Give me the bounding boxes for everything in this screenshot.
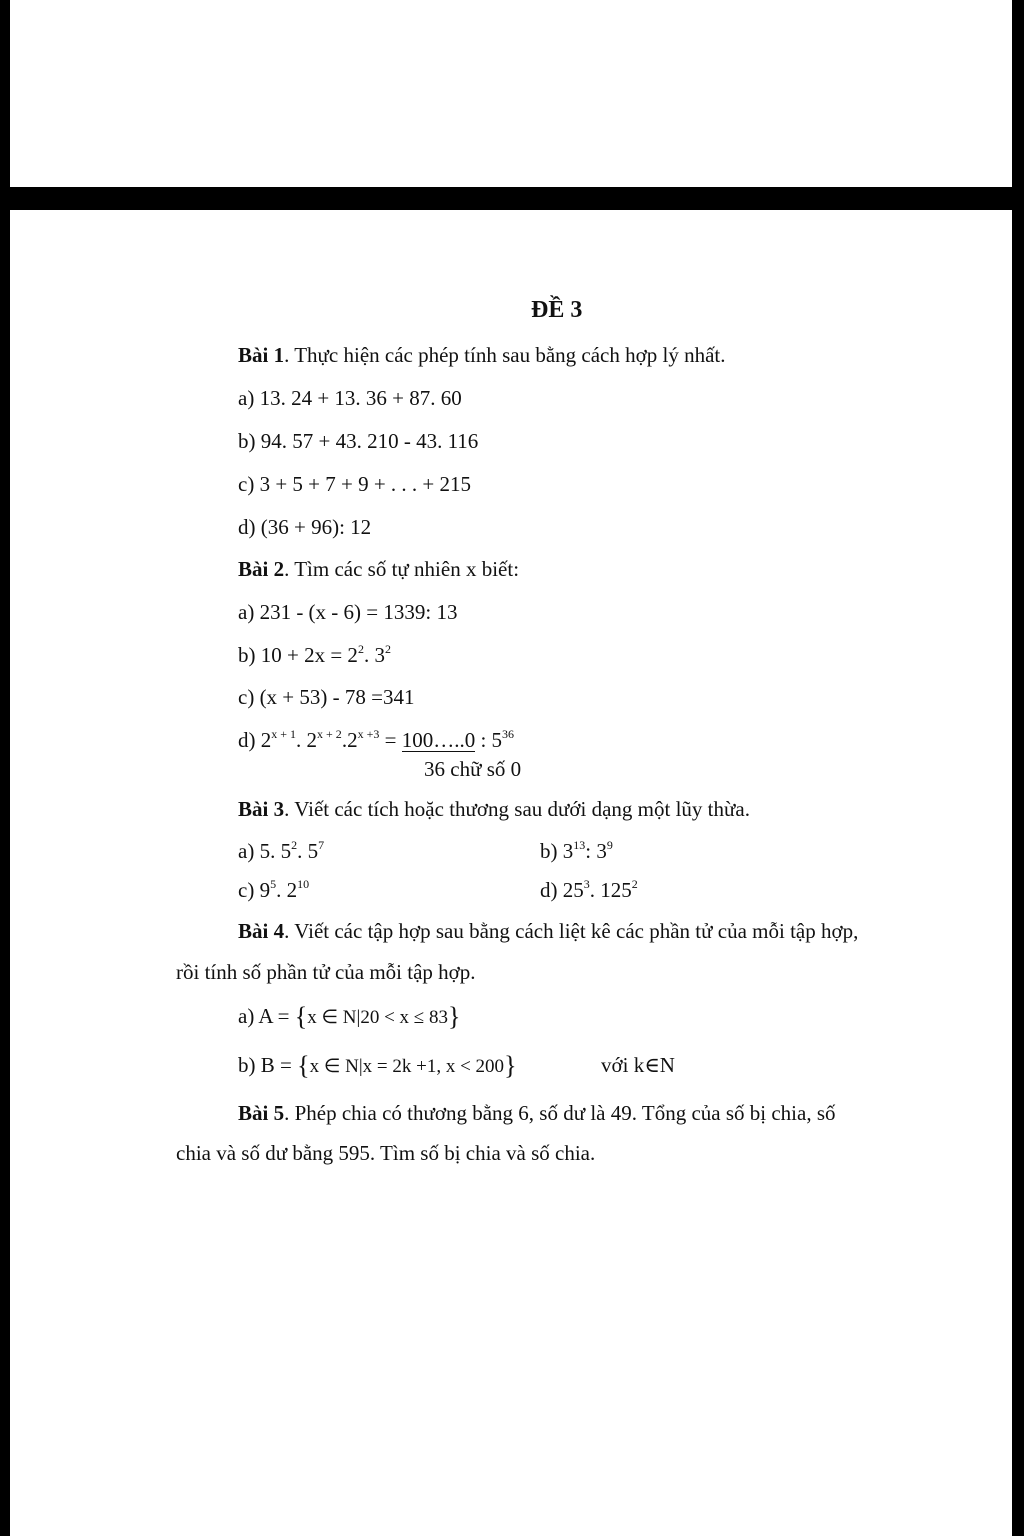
document-page	[10, 210, 1012, 1536]
bai1-item-b: b) 94. 57 + 43. 210 - 43. 116	[238, 429, 479, 453]
bai4-heading	[238, 918, 858, 944]
bai2-item-b: b) $10 + 2x = 2^2$. $3^2$	[238, 642, 391, 667]
fraction-numerator: 100…..0	[401, 728, 476, 752]
bai3-heading	[238, 796, 750, 822]
set-b: x ∈ N|x = 2k +1, x < 200	[309, 1056, 505, 1077]
bai4-item-b: b) B = {x ∈ N|x = 2k +1, x < 200}	[238, 1051, 517, 1080]
bai3-item-a: a) 5. $5^2$. $5^7$	[238, 838, 325, 863]
bai2-label: Bài 2	[238, 557, 285, 581]
bai1-item-c: c) 3 + 5 + 7 + 9 + . . . + 215	[238, 472, 472, 496]
bai5-heading	[238, 1100, 836, 1126]
bai2-text: . Tìm các số tự nhiên x biết:	[284, 557, 520, 581]
bai3-item-b: b) $3^{13}$: $3^9$	[540, 838, 613, 863]
bai2-heading	[238, 556, 519, 582]
bai4-text-line2: rồi tính số phần tử của mỗi tập hợp.	[176, 960, 476, 984]
bai4-note: với k∈N	[601, 1053, 675, 1077]
bai2-item-c: c) (x + 53) - 78 =341	[238, 685, 415, 709]
set-a: x ∈ N|20 < x ≤ 83	[307, 1007, 448, 1028]
bai1-item-d: d) (36 + 96): 12	[238, 515, 372, 539]
bai1-label: Bài 1	[238, 343, 285, 367]
bai4-text: . Viết các tập hợp sau bằng cách liệt kê các phần tử của mỗi tập hợp,	[284, 919, 859, 943]
bai4-item-a: a) A = {x ∈ N|20 < x ≤ 83}	[238, 1002, 461, 1031]
bai5-label: Bài 5	[238, 1101, 285, 1125]
bai5-text: . Phép chia có thương bằng 6, số dư là 49. Tổng của số bị chia, số	[284, 1101, 836, 1125]
bai3-item-c: c) $9^5$. $2^{10}$	[238, 877, 310, 902]
bai1-heading	[238, 342, 725, 368]
bai3-text: . Viết các tích hoặc thương sau dưới dạng một lũy thừa.	[284, 797, 750, 821]
bai1-item-a: a) 13. 24 + 13. 36 + 87. 60	[238, 386, 462, 410]
bai3-item-d: d) $25^3$. $125^2$	[540, 877, 638, 902]
page-title: ĐỀ 3	[531, 297, 583, 323]
bai1-text: . Thực hiện các phép tính sau bằng cách hợp lý nhất.	[284, 343, 726, 367]
bai5-text-line2: chia và số dư bằng 595. Tìm số bị chia và số chia.	[176, 1141, 596, 1165]
fraction-denominator: 36 chữ số 0	[424, 757, 522, 781]
bai4-label: Bài 4	[238, 919, 285, 943]
bai2-item-a: a) 231 - (x - 6) = 1339: 13	[238, 600, 458, 624]
bai2-item-d: d) $2^{x + 1}$. $2^{x + 2}.2^{x +3}$ = 100…..0 : $5^{36}$	[238, 727, 515, 752]
top-blank-panel	[10, 0, 1012, 187]
bai3-label: Bài 3	[238, 797, 285, 821]
